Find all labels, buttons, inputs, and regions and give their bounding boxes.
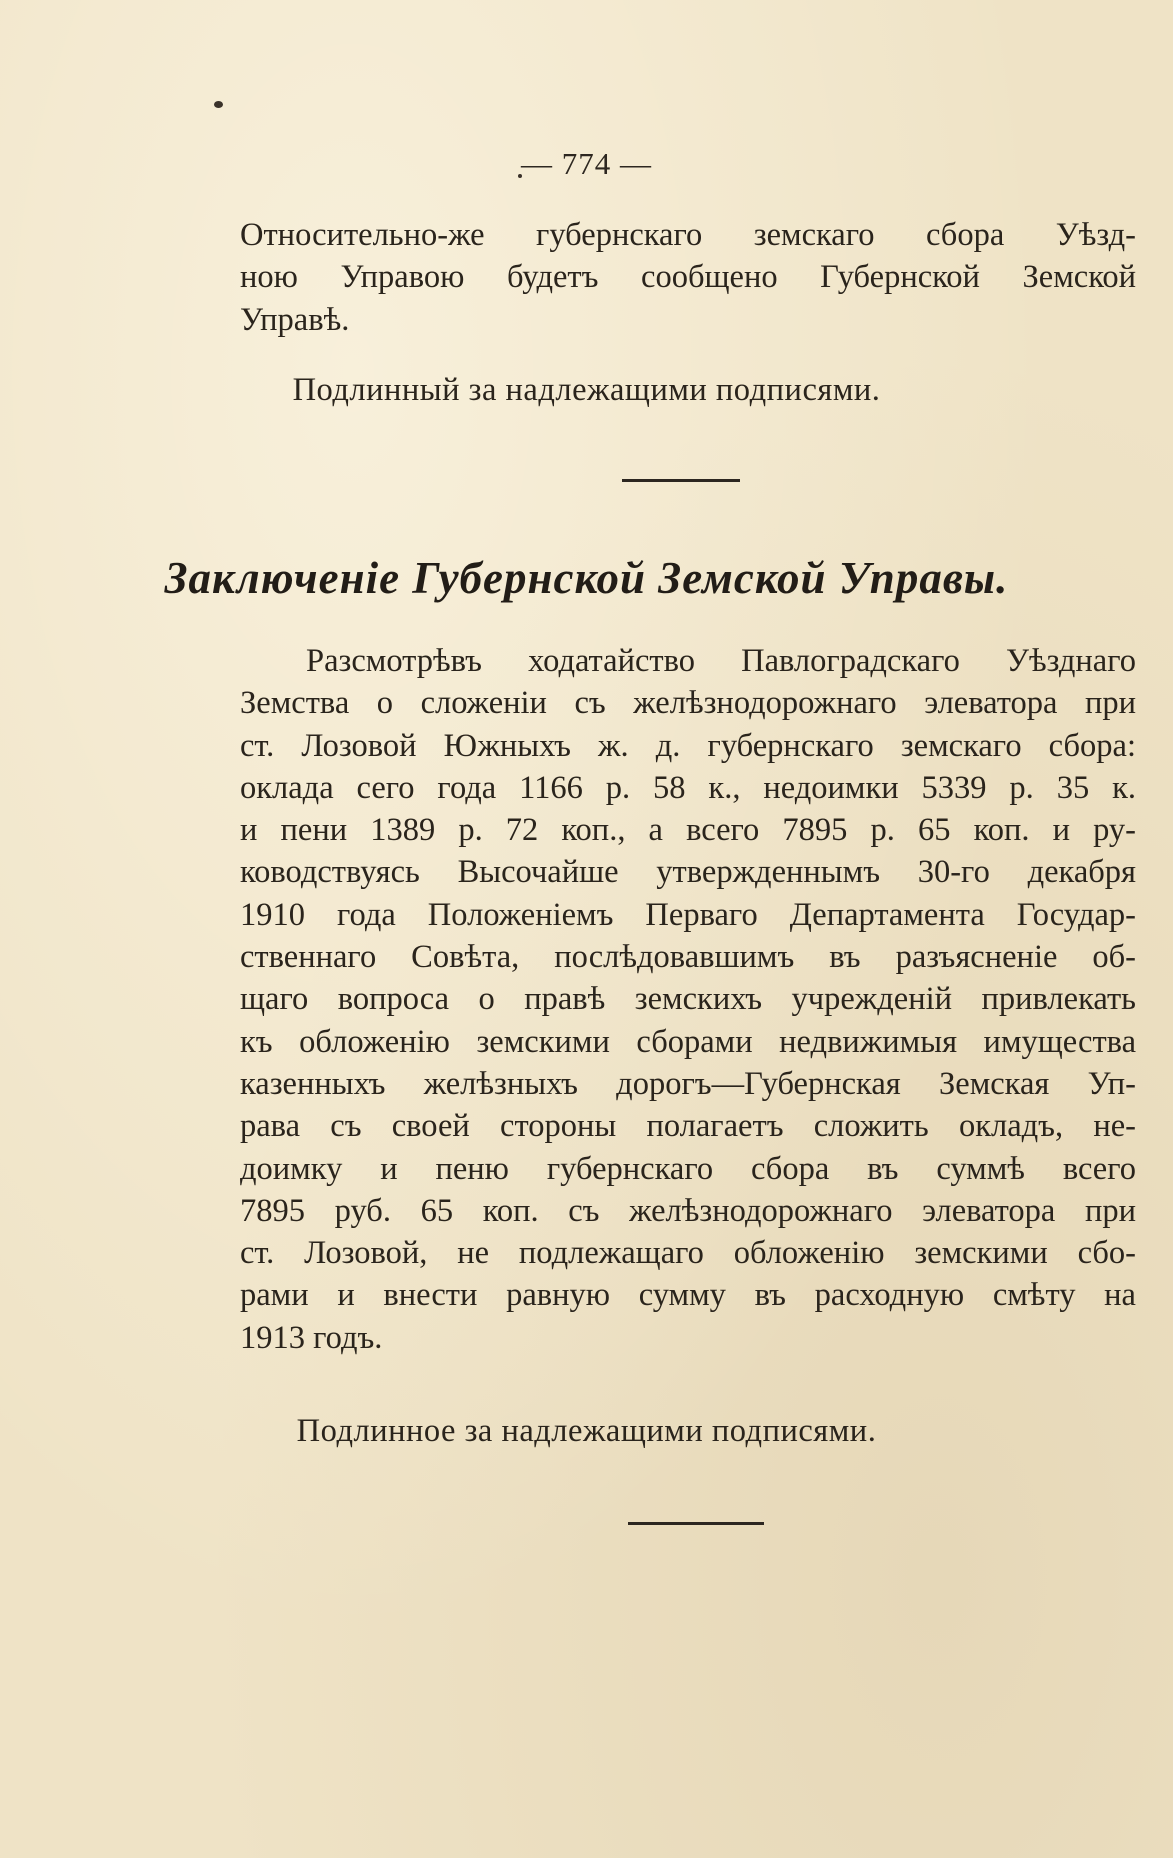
paragraph-1 — [240, 214, 1136, 341]
text-line: 1913 годъ. — [240, 1319, 383, 1356]
text-line: оклада сего года 1166 р. 58 к., недоимки 5339 р. 35 к. — [240, 769, 1136, 806]
ink-speck-left — [214, 101, 223, 108]
text-line: доимку и пеню губернскаго сбора въ суммѣ всего — [240, 1150, 1136, 1187]
text-line: 7895 руб. 65 коп. съ желѣзнодорожнаго элеватора при — [240, 1192, 1136, 1229]
text-line: ководствуясь Высочайше утвержденнымъ 30-го декабря — [240, 854, 1136, 891]
divider-rule-1 — [622, 479, 740, 482]
text-line: Разсмотрѣвъ ходатайство Павлоградскаго Уѣзднаго — [306, 643, 1136, 679]
section-heading: Заключеніе Губернской Земской Управы. — [164, 553, 1009, 603]
text-line: ною Управою будетъ сообщено Губернской Земской — [240, 259, 1136, 296]
text-line: къ обложенію земскими сборами недвижимыя имущества — [240, 1023, 1136, 1060]
text-line: казенныхъ желѣзныхъ дорогъ—Губернская Земская Уп- — [240, 1065, 1136, 1102]
text-line: ст. Лозовой Южныхъ ж. д. губернскаго земскаго сбора: — [240, 727, 1136, 764]
paragraph-2 — [240, 640, 1136, 1359]
text-line: ст. Лозовой, не подлежащаго обложенію земскими сбо- — [240, 1235, 1136, 1272]
text-line: и пени 1389 р. 72 коп., а всего 7895 р. 65 коп. и ру- — [240, 812, 1136, 849]
text-line: рами и внести равную сумму въ расходную смѣту на — [240, 1277, 1136, 1314]
text-line: рава съ своей стороны полагаетъ сложить окладъ, не- — [240, 1108, 1136, 1145]
page-number: — 774 — — [521, 146, 652, 181]
text-line: щаго вопроса о правѣ земскихъ учрежденій привлекать — [240, 981, 1136, 1018]
text-line: ственнаго Совѣта, послѣдовавшимъ въ разъясненіе об- — [240, 939, 1136, 976]
text-line: Относительно-же губернскаго земскаго сбора Уѣзд- — [240, 217, 1136, 253]
text-line: Земства о сложеніи съ желѣзнодорожнаго элеватора при — [240, 685, 1136, 722]
text-line: Управѣ. — [240, 301, 350, 338]
divider-rule-2 — [628, 1522, 764, 1525]
text-line: 1910 года Положеніемъ Перваго Департамента Государ- — [240, 896, 1136, 933]
signature-line-2: Подлинное за надлежащими подписями. — [296, 1413, 877, 1449]
signature-line-1: Подлинный за надлежащими подписями. — [292, 372, 881, 408]
